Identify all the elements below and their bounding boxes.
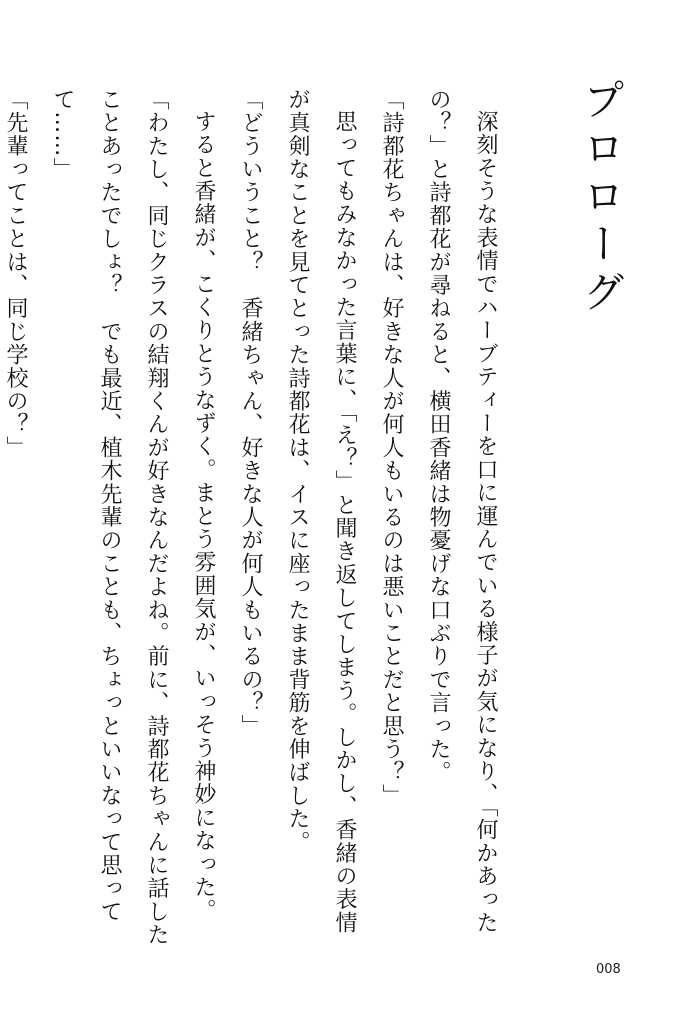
paragraph: 「どういうこと？ 香緒ちゃん、好きな人が何人もいるの？」 [238, 88, 263, 738]
body-text [0, 88, 509, 948]
paragraph: 「わたし、同じクラスの結翔くんが好きなんだよね。前に、詩都花ちゃんに話したことあったでしょ？ でも最近、植木先輩のことも、ちょっといいなって思ってて……」 [50, 88, 169, 947]
paragraph: 「詩都花ちゃんは、好きな人が何人もいるのは悪いことだと思う？」 [379, 88, 404, 808]
chapter-title: プロローグ [577, 78, 626, 318]
paragraph: 深刻そうな表情でハーブティーを口に運んでいる様子が気になり、「何かあったの？」と詩都花が尋ねると、横田香緒は物憂げな口ぶりで言った。 [426, 88, 498, 935]
paragraph: 「先輩ってことは、同じ学校の？」 [3, 88, 28, 460]
page-number: 008 [596, 962, 621, 977]
paragraph: すると香緒が、こくりとうなずく。まとう雰囲気が、いっそう神妙になった。 [191, 110, 216, 922]
paragraph: 思ってもみなかった言葉に、「え？」と聞き返してしまう。しかし、香緒の表情が真剣なことを見てとった詩都花は、イスに座ったまま背筋を伸ばした。 [285, 88, 357, 935]
